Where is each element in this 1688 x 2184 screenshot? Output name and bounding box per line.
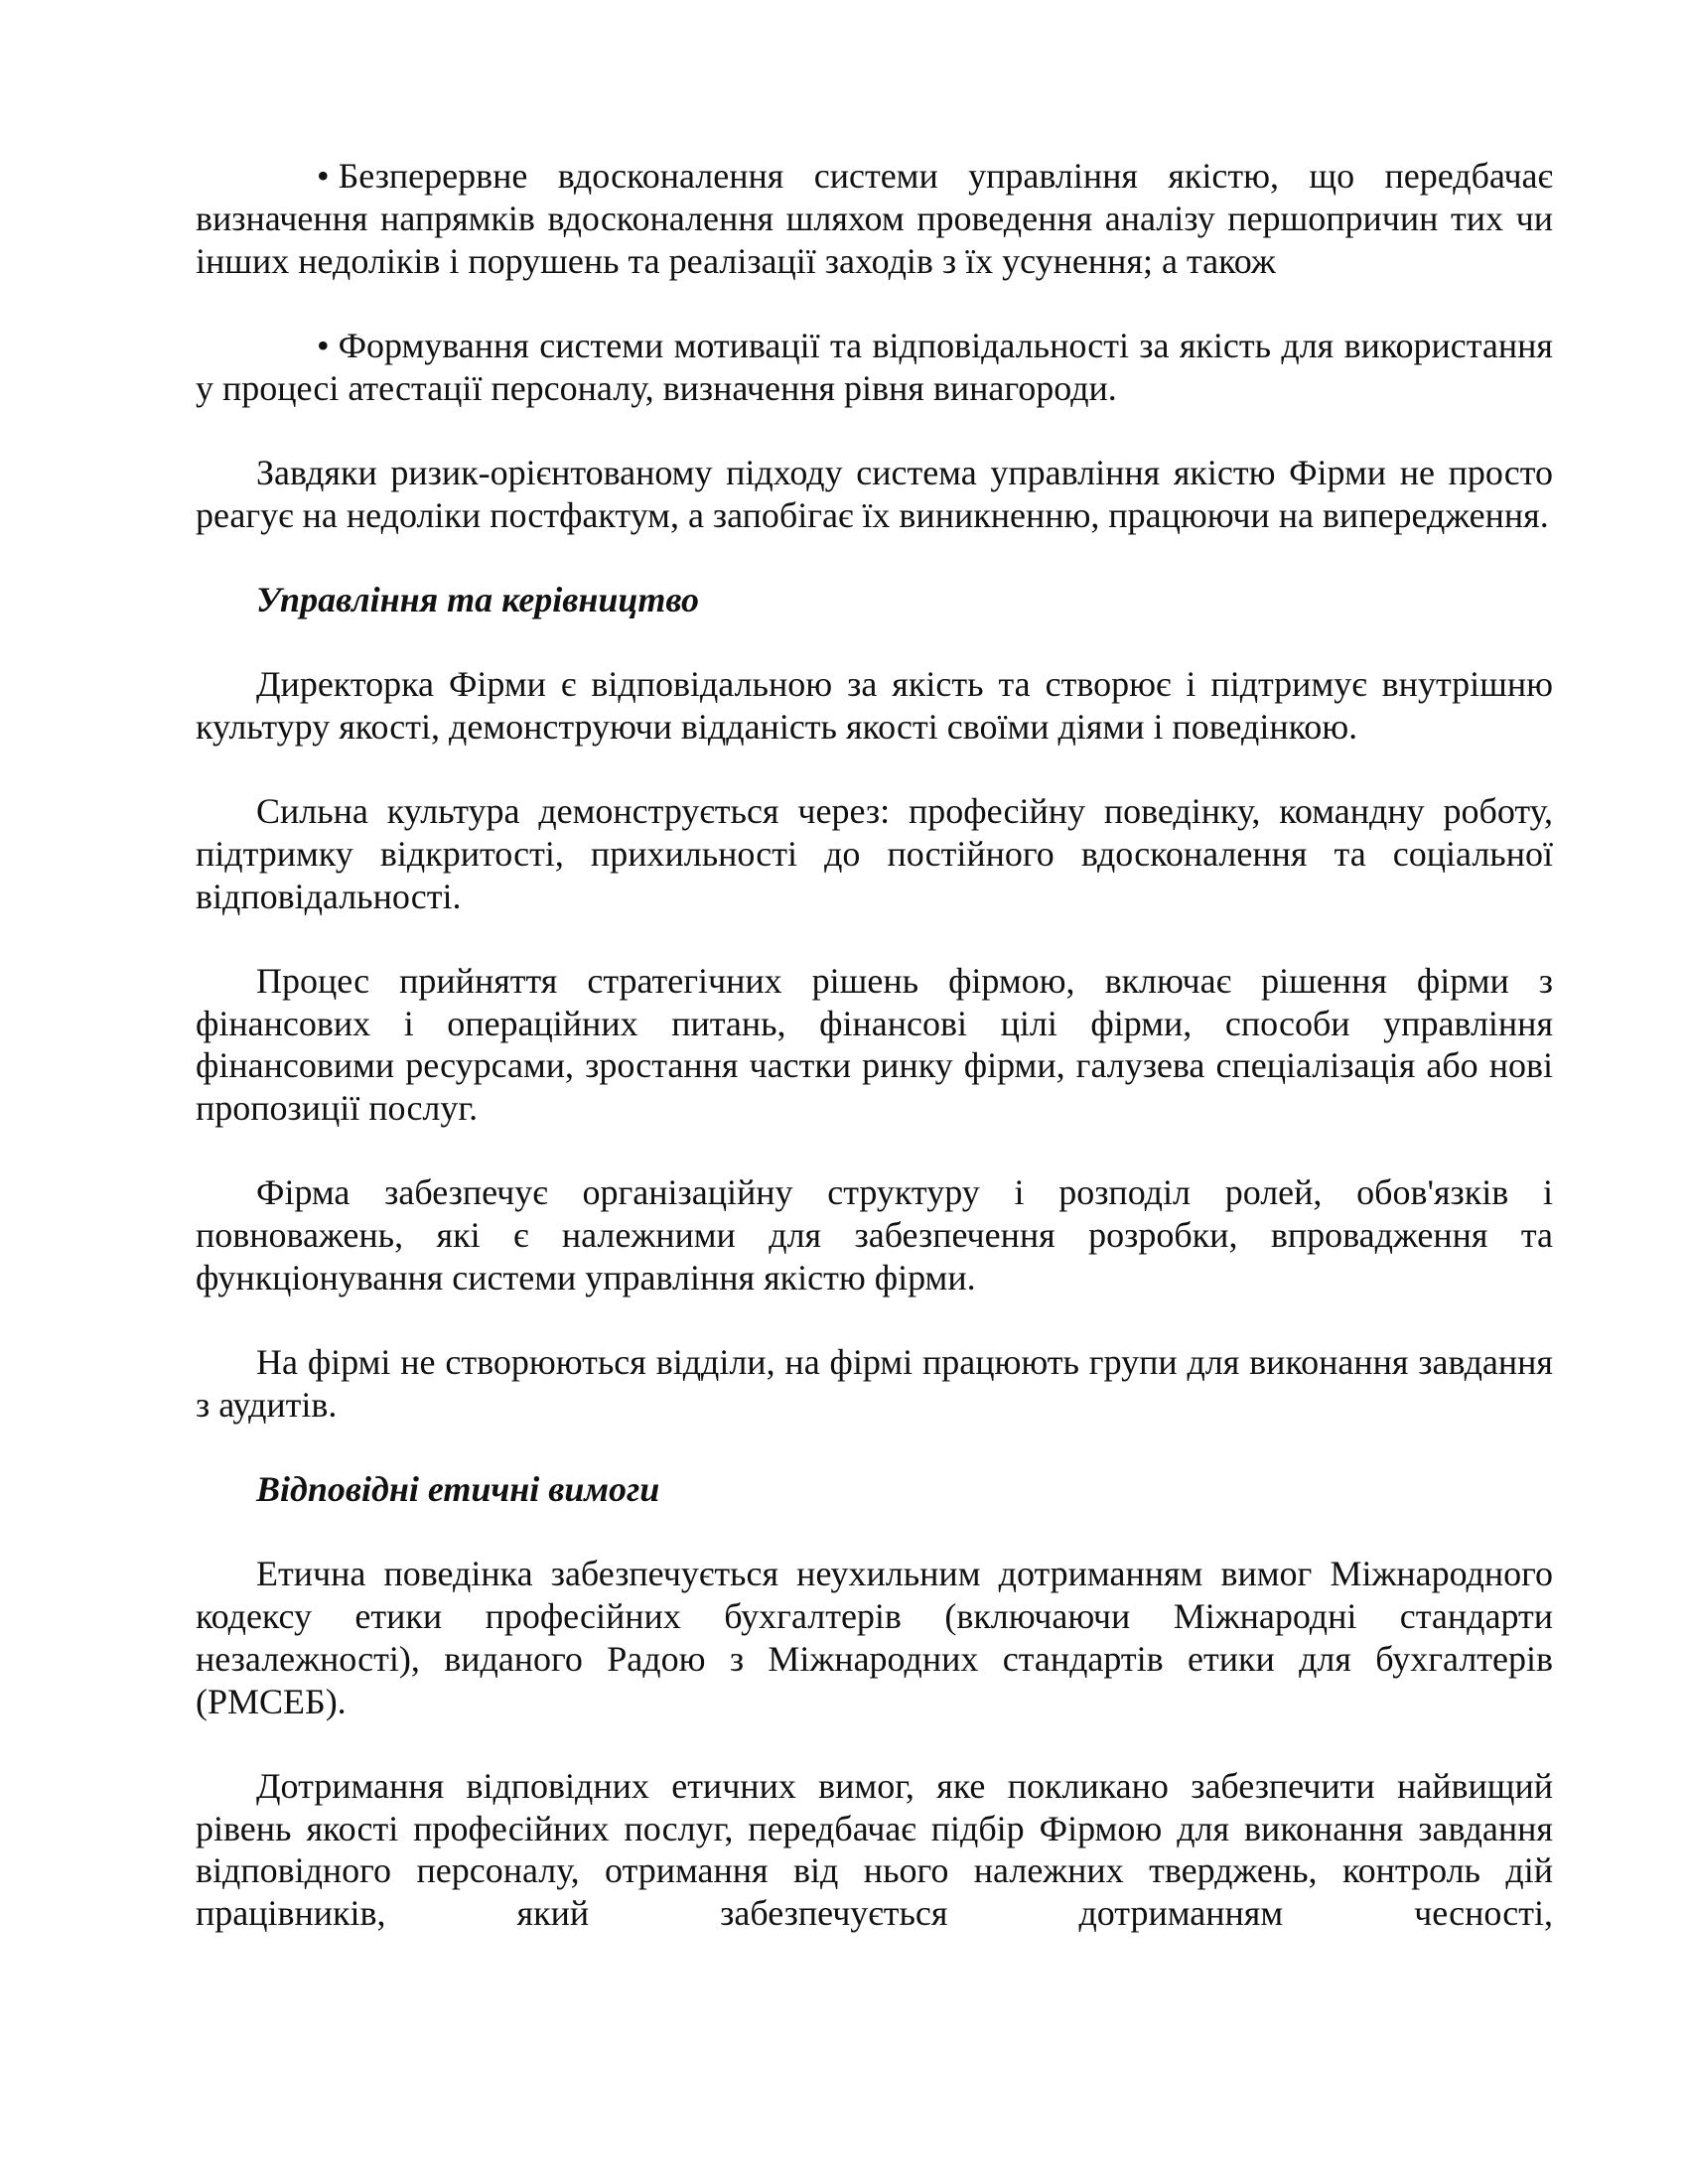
paragraph-ethical-compliance: Дотримання відповідних етичних вимог, яке покликано забезпечити найвищий рівень якості професійних послуг, передбачає підбір Фірмою для виконання завдання відповідного персоналу, отримання від нього належних тверджень, контроль дій працівників, який забезпечується дотриманням чесності,	[196, 1765, 1553, 1934]
paragraph-audit-groups: На фірмі не створюються відділи, на фірмі працюють групи для виконання завдання з аудитів.	[196, 1342, 1553, 1425]
bullet-icon: •	[317, 325, 330, 365]
paragraph-ethical-conduct: Етична поведінка забезпечується неухильним дотриманням вимог Міжнародного кодексу етики професійних бухгалтерів (включаючи Міжнародні стандарти незалежності), виданого Радою з Міжнародних стандартів етики для бухгалтерів (РМСЕБ).	[196, 1554, 1553, 1721]
paragraph-text: Формування системи мотивації та відповідальності за якість для використання у процесі атестації персоналу, визначення рівня винагороди.	[196, 325, 1553, 408]
section-heading-management: Управління та керівництво	[256, 579, 700, 619]
paragraph-director-responsibility: Директорка Фірми є відповідальною за якість та створює і підтримує внутрішню культуру якості, демонструючи відданість якості своїми діями і поведінкою.	[196, 663, 1553, 747]
paragraph-risk-oriented-approach: Завдяки ризик-орієнтованому підходу система управління якістю Фірми не просто реагує на недоліки постфактум, а запобігає їх виникненню, працюючи на випередження.	[196, 452, 1553, 535]
paragraph-strategic-decisions: Процес прийняття стратегічних рішень фірмою, включає рішення фірми з фінансових і операційних питань, фінансові цілі фірми, способи управління фінансовими ресурсами, зростання частки ринку фірми, галузева спеціалізація або нові пропозиції послуг.	[196, 960, 1553, 1129]
paragraph-text: Безперервне вдосконалення системи управління якістю, що передбачає визначення напрямків вдосконалення шляхом проведення аналізу першопричин тих чи інших недоліків і порушень та реалізації заходів з їх усунення; а також	[196, 156, 1553, 281]
paragraph-strong-culture: Сильна культура демонструється через: професійну поведінку, командну роботу, підтримку відкритості, прихильності до постійного вдосконалення та соціальної відповідальності.	[196, 790, 1553, 916]
bullet-icon: •	[317, 156, 330, 196]
bullet-paragraph-motivation-system	[196, 325, 1553, 410]
bullet-paragraph-continuous-improvement	[196, 155, 1553, 282]
document-page	[196, 155, 1553, 1935]
section-heading-ethical-requirements: Відповідні етичні вимоги	[256, 1469, 660, 1510]
paragraph-organizational-structure: Фірма забезпечує організаційну структуру і розподіл ролей, обов'язків і повноважень, які є належними для забезпечення розробки, впровадження та функціонування системи управління якістю фірми.	[196, 1172, 1553, 1297]
